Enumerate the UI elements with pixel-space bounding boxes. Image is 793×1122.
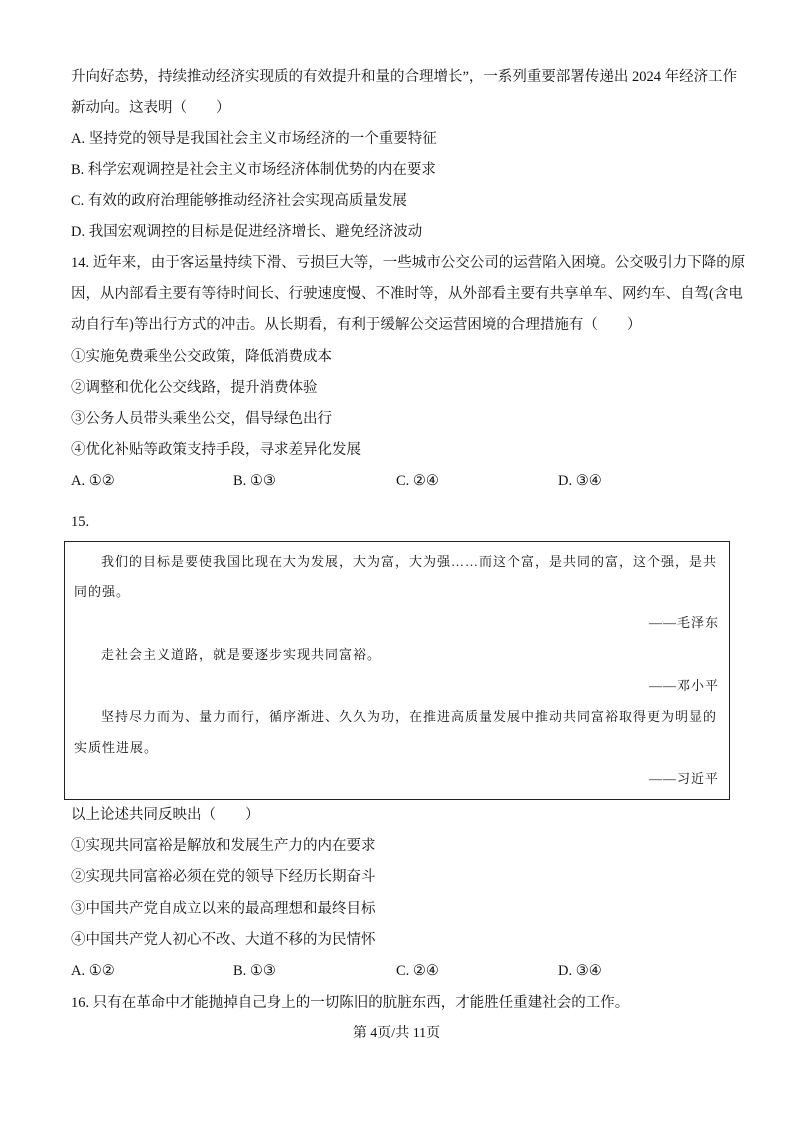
quote-author: ——习近平 [648, 771, 719, 786]
q13-option-a: A. 坚持党的领导是我国社会主义市场经济的一个重要特征 [71, 131, 437, 147]
q15-choice-b: B. ①③ [233, 963, 276, 979]
q15-item: ④中国共产党人初心不改、大道不移的为民情怀 [71, 932, 376, 948]
q13-option-c: C. 有效的政府治理能够推动经济社会实现高质量发展 [71, 193, 407, 209]
quote-text: 我们的目标是要使我国比现在大为发展，大为富，大为强……而这个富，是共同的富，这个强，是共 [101, 554, 718, 569]
q14-choice-b: B. ①③ [233, 473, 276, 489]
q14-stem: 动自行车)等出行方式的冲击。从长期看，有利于缓解公交运营困境的合理措施有（ ） [71, 317, 642, 333]
q14-stem: 因，从内部看主要有等待时间长、行驶速度慢、不准时等，从外部看主要有共享单车、网约车、自驾(含电 [71, 286, 743, 302]
q14-item: ②调整和优化公交线路，提升消费体验 [71, 380, 318, 396]
q14-item: ③公务人员带头乘坐公交，倡导绿色出行 [71, 411, 332, 427]
quote-text: 实质性进展。 [74, 740, 159, 755]
quote-box [64, 541, 730, 800]
q15-item: ①实现共同富裕是解放和发展生产力的内在要求 [71, 838, 376, 854]
q14-choice-c: C. ②④ [396, 473, 439, 489]
q15-choice-a: A. ①② [71, 963, 115, 979]
q15-choice-c: C. ②④ [396, 963, 439, 979]
q14-item: ①实施免费乘坐公交政策，降低消费成本 [71, 349, 332, 365]
q13-option-b: B. 科学宏观调控是社会主义市场经济体制优势的内在要求 [71, 162, 436, 178]
quote-text: 坚持尽力而为、量力而行，循序渐进、久久为功，在推进高质量发展中推动共同富裕取得更为明显的 [101, 709, 718, 724]
q13-option-d: D. 我国宏观调控的目标是促进经济增长、避免经济波动 [71, 224, 423, 240]
q15-item: ③中国共产党自成立以来的最高理想和最终目标 [71, 901, 376, 917]
q13-stem: 升向好态势，持续推动经济实现质的有效提升和量的合理增长”，一系列重要部署传递出 2024 年经济工作 [71, 69, 738, 85]
quote-text: 同的强。 [74, 584, 131, 599]
quote-author: ——毛泽东 [648, 615, 719, 630]
quote-text: 走社会主义道路，就是要逐步实现共同富裕。 [101, 647, 382, 662]
q16-stem: 16. 只有在革命中才能抛掉自己身上的一切陈旧的肮脏东西，才能胜任重建社会的工作。 [71, 995, 630, 1011]
q15-choice-d: D. ③④ [558, 963, 602, 979]
q15-item: ②实现共同富裕必须在党的领导下经历长期奋斗 [71, 869, 376, 885]
q15-stem: 以上论述共同反映出（ ） [71, 807, 260, 823]
q14-item: ④优化补贴等政策支持手段，寻求差异化发展 [71, 442, 361, 458]
q13-stem: 新动向。这表明（ ） [71, 100, 231, 116]
q14-stem: 14. 近年来，由于客运量持续下滑、亏损巨大等，一些城市公交公司的运营陷入困境。公交吸引力下降的原 [71, 255, 746, 271]
q15-number: 15. [71, 514, 90, 530]
q14-choice-d: D. ③④ [558, 473, 602, 489]
page-footer: 第 4页/共 11页 [352, 1026, 441, 1041]
quote-author: ——邓小平 [648, 678, 719, 693]
q14-choice-a: A. ①② [71, 473, 115, 489]
